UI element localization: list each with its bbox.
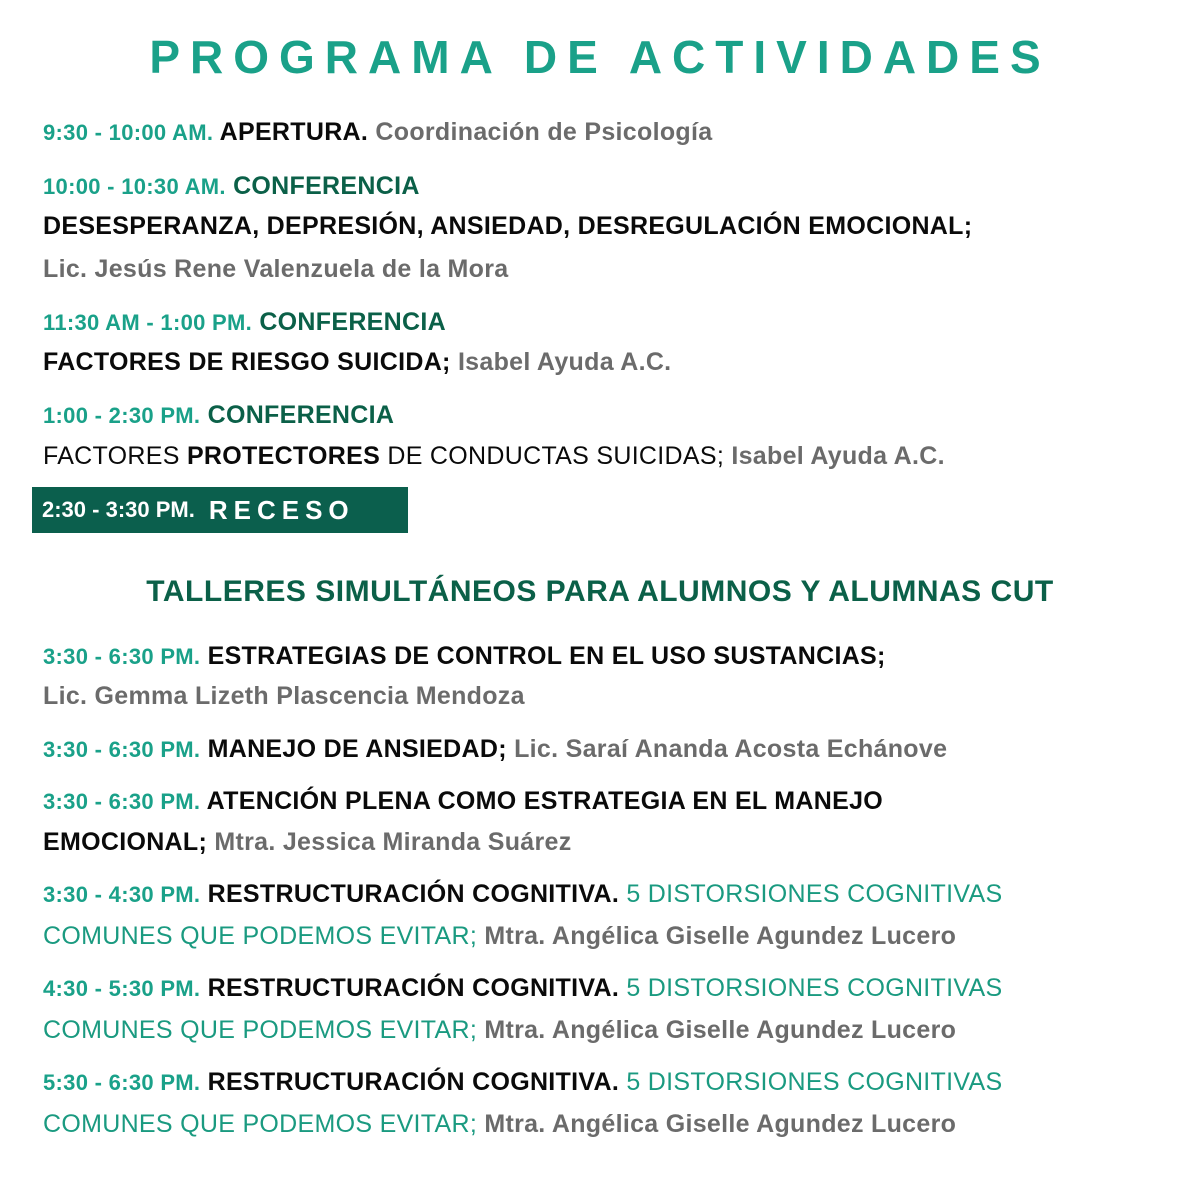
workshop-item — [43, 642, 886, 671]
topic-label: ATENCIÓN PLENA COMO ESTRATEGIA EN EL MANEJO — [206, 787, 884, 815]
schedule-item-conferencia-2 — [43, 308, 446, 337]
workshop-item — [43, 880, 1002, 909]
time-label: 3:30 - 6:30 PM. — [43, 644, 201, 669]
type-label: CONFERENCIA — [207, 401, 395, 429]
speaker-line — [43, 255, 508, 284]
type-label: CONFERENCIA — [259, 308, 446, 336]
topic-label: MANEJO DE ANSIEDAD; — [207, 735, 507, 763]
speaker-label: Isabel Ayuda A.C. — [731, 442, 945, 470]
workshop-item — [43, 1068, 1002, 1097]
schedule-item-conferencia-1 — [43, 172, 420, 201]
page-title: PROGRAMA DE ACTIVIDADES — [149, 31, 1051, 83]
time-label: 4:30 - 5:30 PM. — [43, 976, 201, 1001]
topic-line — [43, 1110, 956, 1139]
speaker-label: Lic. Saraí Ananda Acosta Echánove — [514, 735, 948, 763]
speaker-label: Coordinación de Psicología — [375, 118, 713, 146]
time-label: 5:30 - 6:30 PM. — [43, 1070, 201, 1095]
topic-label-c: DE CONDUCTAS SUICIDAS; — [387, 442, 725, 470]
time-label: 10:00 - 10:30 AM. — [43, 174, 226, 199]
speaker-label: Mtra. Jessica Miranda Suárez — [214, 828, 572, 856]
topic-label: EMOCIONAL; — [43, 828, 208, 856]
schedule-item-conferencia-3 — [43, 401, 394, 430]
workshop-item — [43, 787, 883, 816]
time-label: 3:30 - 4:30 PM. — [43, 882, 201, 907]
time-label: 1:00 - 2:30 PM. — [43, 403, 201, 428]
topic-label: RESTRUCTURACIÓN COGNITIVA. — [207, 880, 620, 908]
topic-line — [43, 348, 671, 377]
topic-line — [43, 442, 945, 471]
topic-label: FACTORES DE RIESGO SUICIDA; — [43, 348, 451, 376]
subtopic-label: 5 DISTORSIONES COGNITIVAS — [626, 974, 1003, 1002]
subtopic-label: COMUNES QUE PODEMOS EVITAR; — [43, 922, 478, 950]
subtopic-label: 5 DISTORSIONES COGNITIVAS — [626, 880, 1003, 908]
speaker-label: Lic. Jesús Rene Valenzuela de la Mora — [43, 255, 509, 283]
topic-line — [43, 828, 572, 857]
receso-banner — [32, 487, 408, 533]
topic-line — [43, 212, 972, 241]
subtopic-label: 5 DISTORSIONES COGNITIVAS — [626, 1068, 1003, 1096]
receso-time: 2:30 - 3:30 PM. — [42, 497, 195, 522]
speaker-label: Mtra. Angélica Giselle Agundez Lucero — [484, 922, 957, 950]
speaker-label: Mtra. Angélica Giselle Agundez Lucero — [484, 1110, 957, 1138]
topic-label-b: PROTECTORES — [186, 442, 381, 470]
topic-label-a: FACTORES — [43, 442, 180, 470]
workshops-title: TALLERES SIMULTÁNEOS PARA ALUMNOS Y ALUMNAS CUT — [146, 575, 1054, 608]
time-label: 3:30 - 6:30 PM. — [43, 737, 201, 762]
topic-label: RESTRUCTURACIÓN COGNITIVA. — [207, 1068, 620, 1096]
time-label: 3:30 - 6:30 PM. — [43, 789, 201, 814]
time-label: 9:30 - 10:00 AM. — [43, 120, 214, 145]
subtopic-label: COMUNES QUE PODEMOS EVITAR; — [43, 1110, 478, 1138]
activity-label: APERTURA. — [219, 118, 369, 146]
speaker-label: Mtra. Angélica Giselle Agundez Lucero — [484, 1016, 957, 1044]
workshop-item — [43, 974, 1002, 1003]
type-label: CONFERENCIA — [233, 172, 420, 200]
time-label: 11:30 AM - 1:00 PM. — [43, 310, 253, 335]
topic-label: DESESPERANZA, DEPRESIÓN, ANSIEDAD, DESREGULACIÓN EMOCIONAL; — [43, 212, 973, 240]
topic-line — [43, 922, 956, 951]
topic-line — [43, 1016, 956, 1045]
topic-label: RESTRUCTURACIÓN COGNITIVA. — [207, 974, 620, 1002]
speaker-line — [43, 682, 525, 711]
schedule-item-apertura — [43, 118, 712, 147]
topic-label: ESTRATEGIAS DE CONTROL EN EL USO SUSTANCIAS; — [207, 642, 886, 670]
speaker-label: Isabel Ayuda A.C. — [457, 348, 672, 376]
speaker-label: Lic. Gemma Lizeth Plascencia Mendoza — [43, 682, 525, 710]
subtopic-label: COMUNES QUE PODEMOS EVITAR; — [43, 1016, 478, 1044]
workshop-item — [43, 735, 947, 764]
receso-label: RECESO — [208, 494, 355, 525]
